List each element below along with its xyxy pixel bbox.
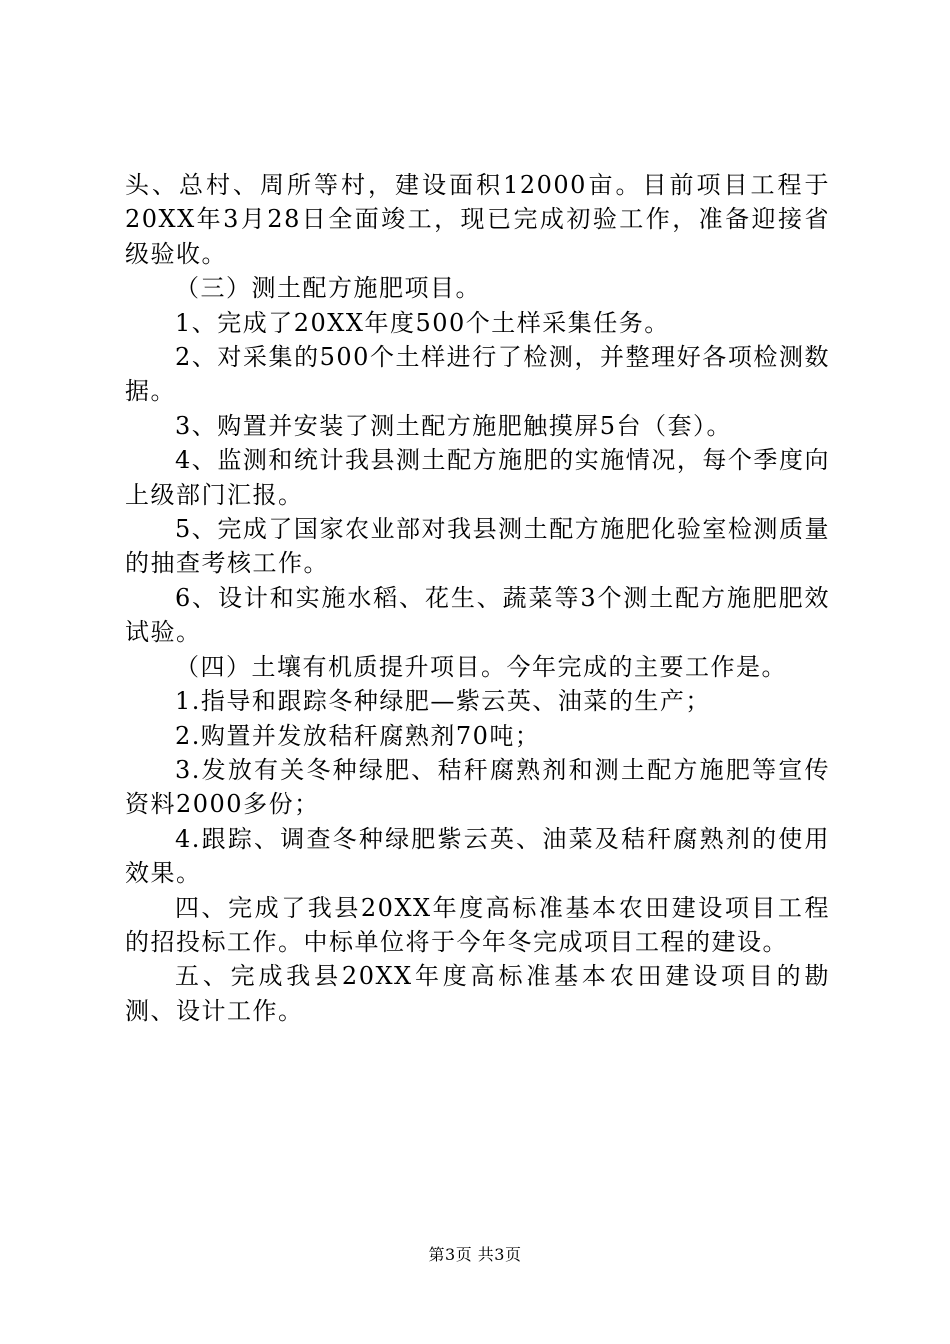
list-item: 2、对采集的500个土样进行了检测，并整理好各项检测数据。 bbox=[125, 343, 830, 406]
list-item: 4、监测和统计我县测土配方施肥的实施情况，每个季度向上级部门汇报。 bbox=[125, 446, 830, 509]
section-paragraph-four: 四、完成了我县20XX年度高标准基本农田建设项目工程的招投标工作。中标单位将于今年冬完成项目工程的建设。 bbox=[125, 893, 830, 956]
list-item: 6、设计和实施水稻、花生、蔬菜等3个测土配方施肥肥效试验。 bbox=[125, 583, 830, 647]
list-item: 2.购置并发放秸秆腐熟剂70吨； bbox=[175, 721, 541, 750]
list-item: 1、完成了20XX年度500个土样采集任务。 bbox=[175, 308, 670, 337]
page-footer: 第3页 共3页 bbox=[428, 1245, 522, 1264]
list-item: 1.指导和跟踪冬种绿肥—紫云英、油菜的生产； bbox=[175, 687, 711, 716]
document-body bbox=[125, 168, 830, 1028]
section-heading-organic-matter: （四）土壤有机质提升项目。今年完成的主要工作是。 bbox=[175, 652, 787, 681]
paragraph-continuation: 头、总村、周所等村，建设面积12000亩。目前项目工程于20XX年3月28日全面竣工，现已完成初验工作，准备迎接省级验收。 bbox=[125, 171, 830, 268]
section-heading-soil-testing: （三）测土配方施肥项目。 bbox=[175, 274, 481, 303]
list-item: 4.跟踪、调查冬种绿肥紫云英、油菜及秸秆腐熟剂的使用效果。 bbox=[125, 824, 830, 888]
list-item: 3、购置并安装了测土配方施肥触摸屏5台（套）。 bbox=[175, 411, 733, 440]
section-paragraph-five: 五、完成我县20XX年度高标准基本农田建设项目的勘测、设计工作。 bbox=[125, 962, 830, 1025]
list-item: 3.发放有关冬种绿肥、秸秆腐熟剂和测土配方施肥等宣传资料2000多份； bbox=[125, 755, 830, 819]
list-item: 5、完成了国家农业部对我县测土配方施肥化验室检测质量的抽查考核工作。 bbox=[125, 515, 830, 578]
